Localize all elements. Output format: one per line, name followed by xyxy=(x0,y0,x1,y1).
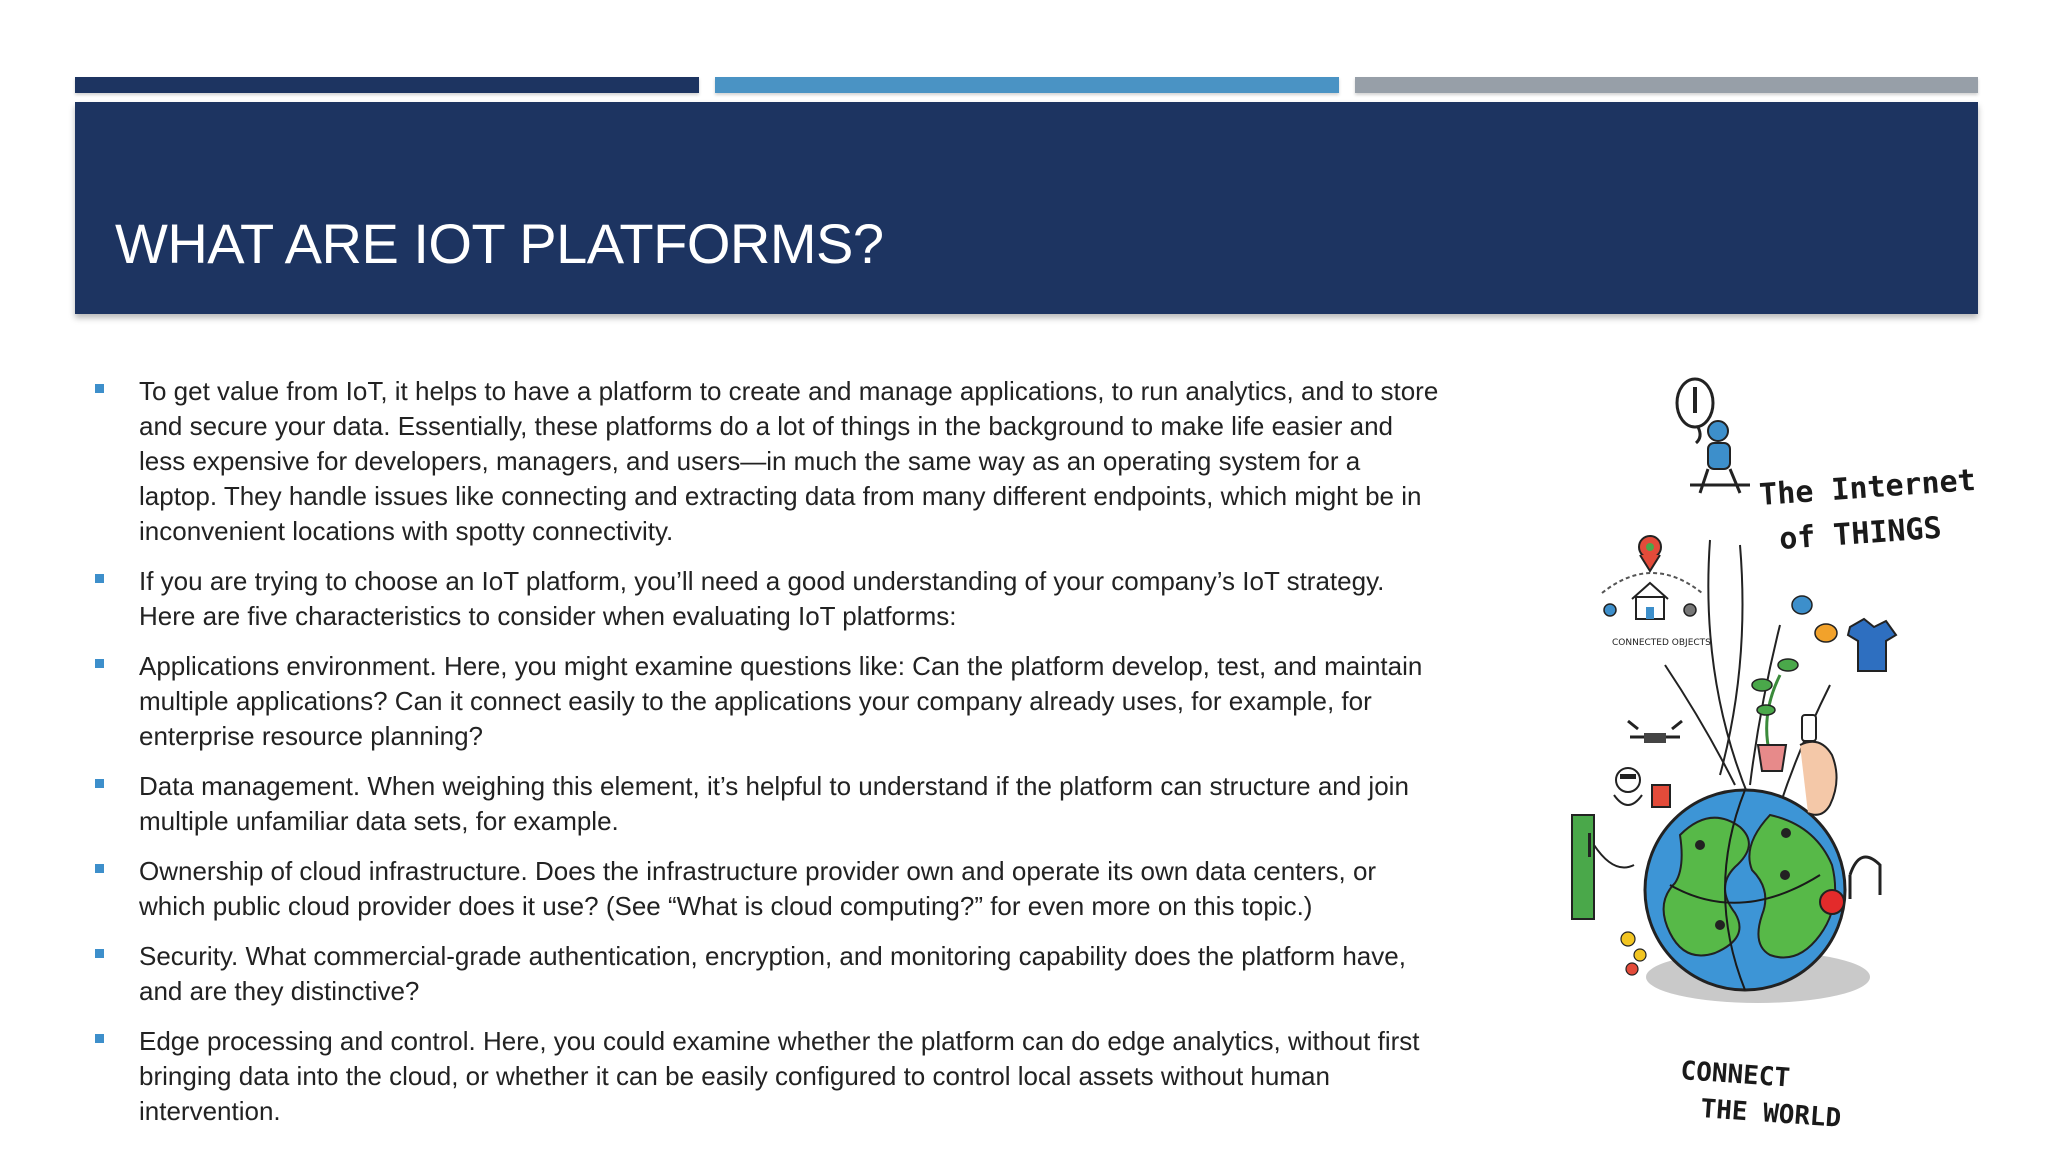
bullet-text: Data management. When weighing this element, it’s helpful to understand if the platform can structure and join multiple unfamiliar data sets, for example. xyxy=(139,771,1409,836)
illustration-heading-1: The Internet xyxy=(1758,462,1977,513)
accent-bar-navy xyxy=(75,77,699,93)
bullet-text: Ownership of cloud infrastructure. Does the infrastructure provider own and operate its own data centers, or which public cloud provider does it use? (See “What is cloud computing?” for even more on this topic.) xyxy=(139,856,1377,921)
content-area xyxy=(95,374,1440,1144)
bullet-text: If you are trying to choose an IoT platform, you’ll need a good understanding of your company’s IoT strategy. Here are five characteristics to consider when evaluating IoT platforms: xyxy=(139,566,1385,631)
accent-bar-blue xyxy=(715,77,1339,93)
flowers-icon xyxy=(1621,932,1646,975)
accent-bar-gray xyxy=(1355,77,1978,93)
connected-objects-icon xyxy=(1602,536,1711,648)
square-bullet-icon xyxy=(95,864,104,873)
thinking-person-icon xyxy=(1677,379,1750,493)
location-pin-icon xyxy=(1820,890,1844,914)
illustration-heading-2: of THINGS xyxy=(1778,510,1943,557)
bullet-text: To get value from IoT, it helps to have a platform to create and manage applications, to run analytics, and to store and secure your data. Essentially, these platforms do a lot of things in the background to make life easier and less expensive for developers, managers, and users—in much the same way as an operating system for a laptop. They handle issues like connecting and extracting data from many different endpoints, which might be in inconvenient locations with spotty connectivity. xyxy=(139,376,1439,546)
drone-icon xyxy=(1628,721,1682,743)
title-band xyxy=(75,102,1978,314)
bullet-text: Applications environment. Here, you might examine questions like: Can the platform develop, test, and maintain multiple applications? Can it connect easily to the applications your company already uses, for example, for enterprise resource planning? xyxy=(139,651,1423,751)
connected-objects-label: CONNECTED OBJECTS xyxy=(1612,638,1711,648)
headphones-icon xyxy=(1850,857,1880,899)
bullet-item xyxy=(95,564,1440,634)
bullet-list xyxy=(95,374,1440,1129)
plant-icon xyxy=(1752,659,1798,771)
person-icon xyxy=(1614,768,1670,807)
illustration-footer-2: THE WORLD xyxy=(1699,1094,1843,1134)
bullet-item xyxy=(95,374,1440,549)
square-bullet-icon xyxy=(95,949,104,958)
square-bullet-icon xyxy=(95,1034,104,1043)
chat-bubbles-icon xyxy=(1792,596,1896,671)
bullet-text: Edge processing and control. Here, you could examine whether the platform can do edge analytics, without first bringing data into the cloud, or whether it can be easily configured to control local assets without human intervention. xyxy=(139,1026,1420,1126)
bullet-item xyxy=(95,769,1440,839)
bullet-item xyxy=(95,854,1440,924)
bullet-item xyxy=(95,649,1440,754)
bullet-text: Security. What commercial-grade authentication, encryption, and monitoring capability does the platform have, and are they distinctive? xyxy=(139,941,1406,1006)
square-bullet-icon xyxy=(95,779,104,788)
fridge-icon xyxy=(1572,815,1634,919)
iot-illustration xyxy=(1540,365,1977,1135)
hand-phone-icon xyxy=(1800,715,1837,815)
bullet-item xyxy=(95,1024,1440,1129)
shirt-icon xyxy=(1848,619,1896,671)
bullet-item xyxy=(95,939,1440,1009)
square-bullet-icon xyxy=(95,574,104,583)
square-bullet-icon xyxy=(95,659,104,668)
device-icon xyxy=(1652,785,1670,807)
slide-title: WHAT ARE IOT PLATFORMS? xyxy=(115,212,884,275)
illustration-footer-1: CONNECT xyxy=(1679,1056,1791,1094)
square-bullet-icon xyxy=(95,384,104,393)
